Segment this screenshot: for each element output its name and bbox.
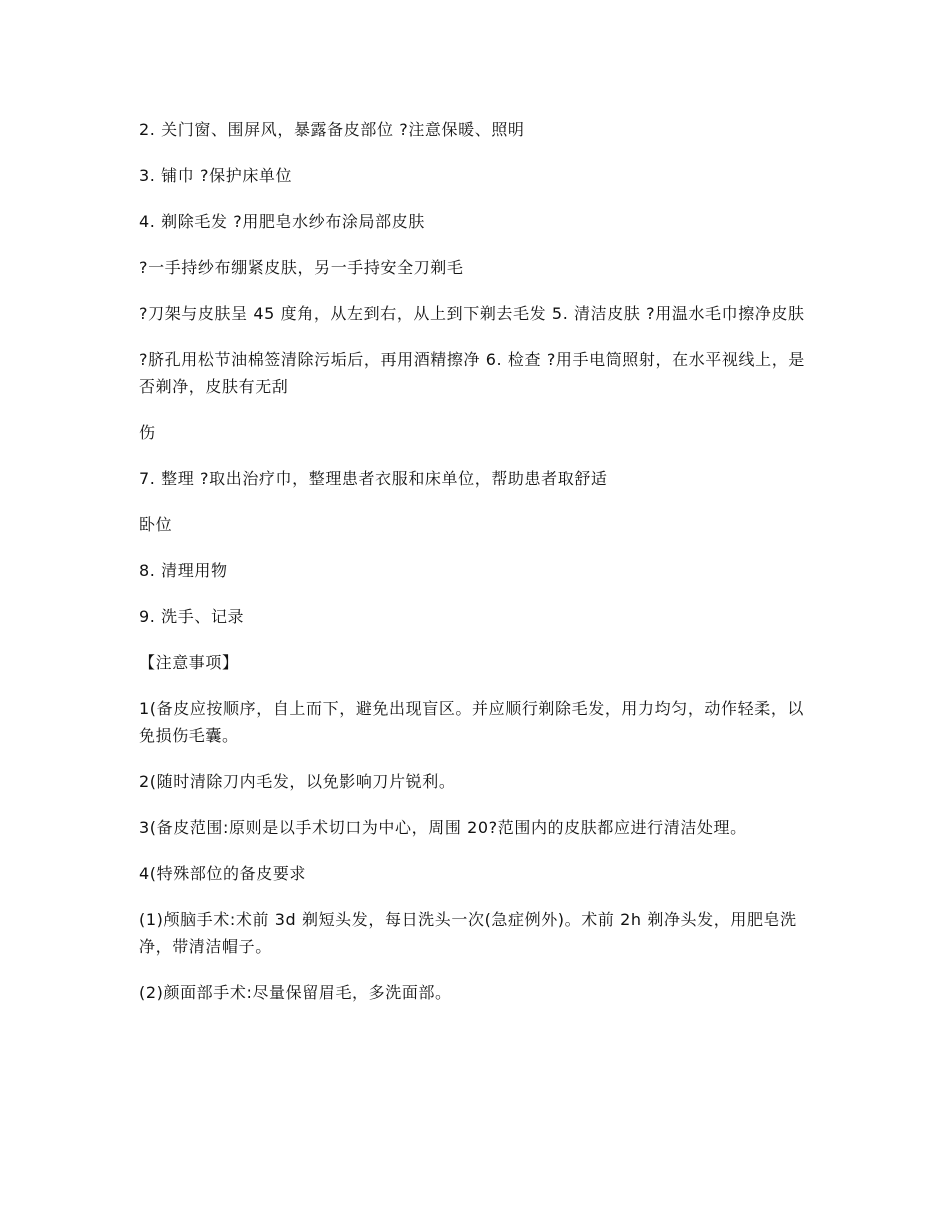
note-2-paragraph: 2(随时清除刀内毛发，以免影响刀片锐利。 [139,772,456,791]
step-6-paragraph: ?脐孔用松节油棉签清除污垢后，再用酒精擦净 6. 检查 ?用手电筒照射，在水平视线上，是否剃净，皮肤有无刮 [139,350,805,396]
step-7-continuation: 卧位 [139,515,173,534]
step-4-detail-paragraph: ?一手持纱布绷紧皮肤，另一手持安全刀剃毛 [139,258,464,277]
note-4-2-paragraph: (2)颜面部手术:尽量保留眉毛，多洗面部。 [139,983,452,1002]
step-6-continuation: 伤 [139,423,156,442]
step-4-paragraph: 4. 剃除毛发 ?用肥皂水纱布涂局部皮肤 [139,212,425,231]
note-4-1-paragraph: (1)颅脑手术:术前 3d 剃短头发，每日洗头一次(急症例外)。术前 2h 剃净头发，用肥皂洗净，带清洁帽子。 [139,910,797,956]
step-8-paragraph: 8. 清理用物 [139,561,228,580]
note-4-paragraph: 4(特殊部位的备皮要求 [139,864,307,883]
note-1-paragraph: 1(备皮应按顺序，自上而下，避免出现盲区。并应顺行剃除毛发，用力均匀，动作轻柔，以免损伤毛囊。 [139,699,805,745]
step-7-paragraph: 7. 整理 ?取出治疗巾，整理患者衣服和床单位，帮助患者取舒适 [139,469,608,488]
notes-heading: 【注意事项】 [139,653,239,672]
document-body [139,116,807,1025]
step-9-paragraph: 9. 洗手、记录 [139,607,245,626]
step-2-paragraph: 2. 关门窗、围屏风，暴露备皮部位 ?注意保暖、照明 [139,120,525,139]
note-3-paragraph: 3(备皮范围:原则是以手术切口为中心，周围 20?范围内的皮肤都应进行清洁处理。 [139,818,747,837]
step-5-paragraph: ?刀架与皮肤呈 45 度角，从左到右，从上到下剃去毛发 5. 清洁皮肤 ?用温水毛巾擦净皮肤 [139,304,805,323]
step-3-paragraph: 3. 铺巾 ?保护床单位 [139,166,293,185]
